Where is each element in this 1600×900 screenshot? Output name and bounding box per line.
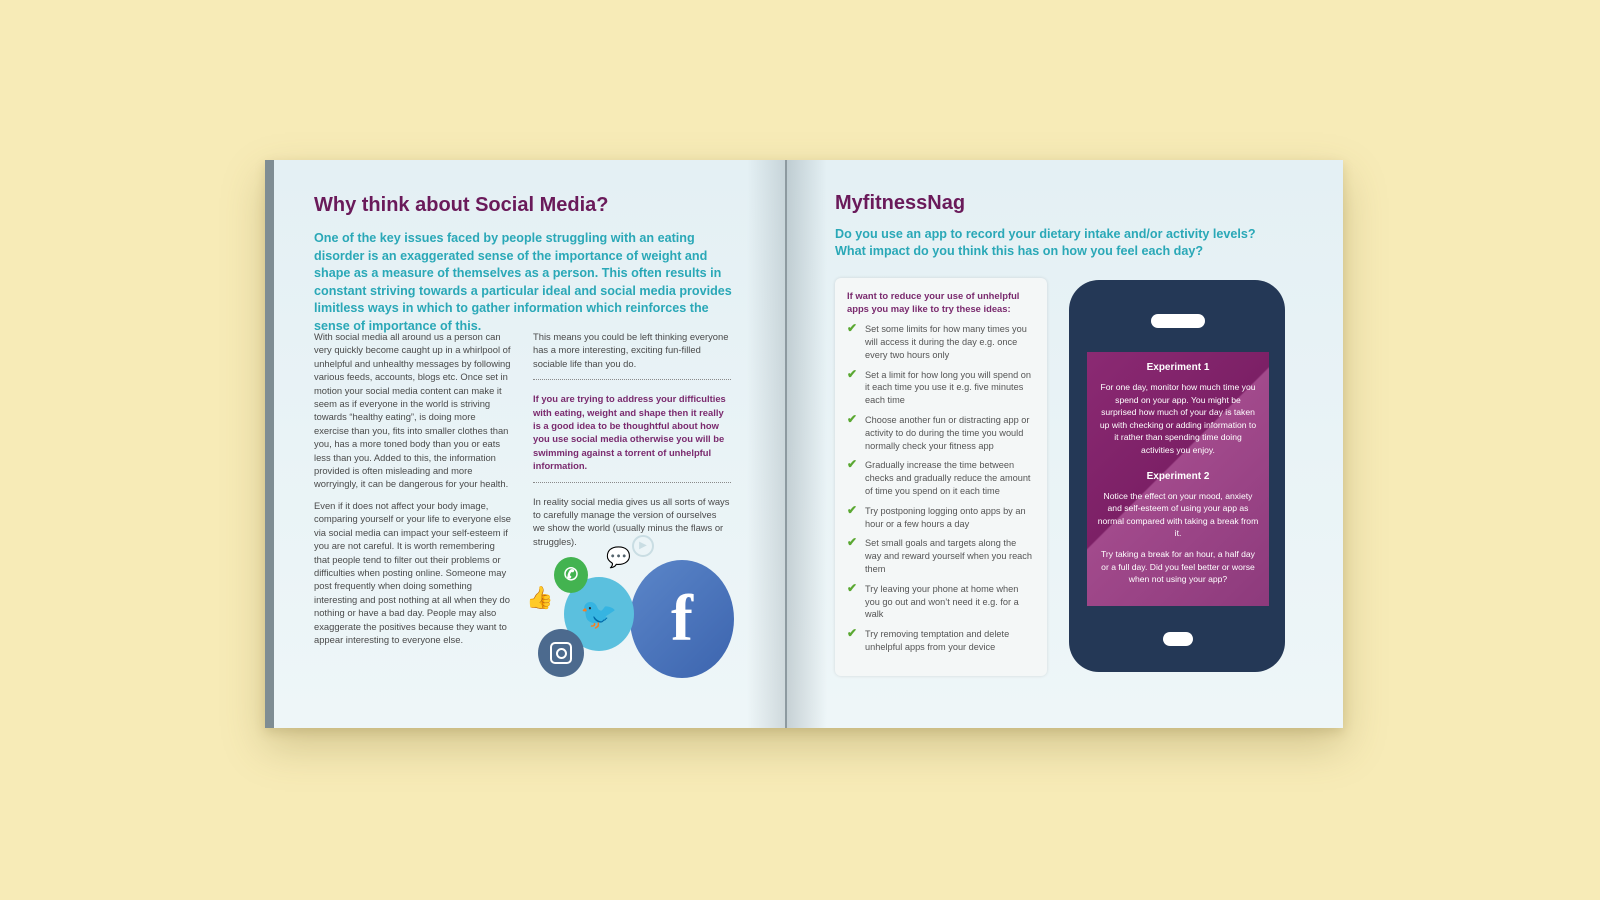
left-column-paragraph-2: Even if it does not affect your body image, comparing yourself or your life to everyone else via social media can impact your self-esteem if you are not careful. It is worth remembering that people tend to filter out their problems or difficulties when posting online. Someone may post frequently when doing something interesting and post nothing at all when they do nothing or have a bad day. People may also exaggerate the positives because they want to appear interesting to everyone else.: [314, 499, 511, 645]
phone-illustration: [1069, 280, 1285, 672]
check-icon: ✔: [847, 502, 858, 517]
tip-item: [847, 366, 1035, 407]
tip-item: [847, 459, 1035, 497]
check-icon: ✔: [847, 457, 858, 472]
phone-screen: [1087, 352, 1269, 606]
right-column: [533, 330, 731, 548]
tip-item: [847, 537, 1035, 575]
tip-item: [847, 323, 1035, 361]
tip-text: Set some limits for how many times you will access it during the day e.g. once every two hours only: [865, 324, 1027, 360]
check-icon: ✔: [847, 411, 858, 426]
whatsapp-icon: ✆: [554, 557, 588, 593]
check-icon: ✔: [847, 580, 858, 595]
check-icon: ✔: [847, 626, 858, 641]
right-column-paragraph-1: This means you could be left thinking everyone has a more interesting, exciting fun-filled sociable life than you do.: [533, 331, 729, 369]
play-icon: ▶: [632, 535, 654, 557]
twitter-icon: 🐦: [564, 577, 634, 651]
experiment-1-text: For one day, monitor how much time you spend on your app. You might be surprised how much of your day is taken up with checking or adding information to it rather than spending time doing activities you enjoy.: [1099, 382, 1257, 455]
left-page-title: Why think about Social Media?: [314, 194, 609, 216]
tip-text: Try removing temptation and delete unhelpful apps from your device: [865, 629, 1010, 652]
right-column-paragraph-2: In reality social media gives us all sorts of ways to carefully manage the version of ourselves we show the world (usually minus the flaws or struggles).: [533, 495, 730, 547]
experiment-1-title: Experiment 1: [1146, 362, 1210, 373]
tip-item: [847, 502, 1035, 531]
tip-text: Set small goals and targets along the way and reward yourself when you reach them: [865, 538, 1032, 574]
right-page-intro: Do you use an app to record your dietary intake and/or activity levels? What impact do you think this has on how you feel each day?: [835, 227, 1256, 258]
phone-speaker: [1151, 314, 1205, 328]
tip-item: [847, 411, 1035, 452]
tip-item: [847, 628, 1035, 654]
tips-box: [835, 278, 1047, 676]
left-column: [314, 330, 512, 654]
tip-item: [847, 580, 1035, 621]
chat-icon: 💬: [606, 547, 631, 569]
phone-home-button: [1163, 632, 1193, 646]
open-booklet: [265, 160, 1343, 728]
right-page: [787, 160, 1343, 728]
divider: [533, 482, 731, 483]
tip-text: Gradually increase the time between checks and gradually reduce the amount of time you spend on it each time: [865, 460, 1031, 496]
highlight-note: If you are trying to address your difficulties with eating, weight and shape then it really is a good idea to be thoughtful about how you use social media otherwise you will be swimming against a torrent of unhelpful information.: [533, 393, 726, 472]
instagram-icon: [538, 629, 584, 677]
tip-text: Choose another fun or distracting app or activity to do during the time you would normally check your fitness app: [865, 414, 1030, 451]
check-icon: ✔: [847, 321, 858, 336]
left-page: [265, 160, 787, 728]
divider: [533, 379, 731, 380]
right-page-title: MyfitnessNag: [835, 192, 966, 214]
tip-text: Set a limit for how long you will spend on it each time you use it e.g. five minutes each time: [865, 369, 1031, 406]
facebook-icon: f: [630, 560, 734, 678]
social-media-icons: [526, 540, 746, 685]
check-icon: ✔: [847, 535, 858, 550]
check-icon: ✔: [847, 366, 858, 381]
tip-text: Try postponing logging onto apps by an hour or a few hours a day: [865, 505, 1026, 529]
experiment-2-title: Experiment 2: [1146, 470, 1210, 482]
tips-heading: If want to reduce your use of unhelpful apps you may like to try these ideas:: [847, 290, 1020, 314]
experiment-2-text-1: Notice the effect on your mood, anxiety and self-esteem of using your app as normal compared with taking a break from it.: [1097, 490, 1259, 539]
thumbs-up-icon: 👍: [526, 585, 554, 610]
left-page-intro: One of the key issues faced by people struggling with an eating disorder is an exaggerated sense of the importance of weight and shape as a measure of themselves as a person. This often results in constant striving towards a particular ideal and social media provides limitless ways in which to gather information which reinforces the sense of importance of this.: [314, 231, 732, 333]
tip-text: Try leaving your phone at home when you go out and won’t need it e.g. for a walk: [865, 583, 1019, 620]
left-column-paragraph-1: With social media all around us a person can very quickly become caught up in a whirlpool of unhelpful and unhealthy messages by following various feeds, accounts, blogs etc. Once set in motion your social media content can make it seem as if everyone in the world is striving towards “healthy eating”, is doing more exercise than you, fits into smaller clothes than you, has a more toned body than you or eats less than you. Added to this, the information provided is often misleading and more worryingly, it can be dangerous for your health.: [314, 331, 511, 490]
experiment-2-text-2: Try taking a break for an hour, a half day or a full day. Did you feel better or worse when not using your app?: [1101, 548, 1255, 585]
